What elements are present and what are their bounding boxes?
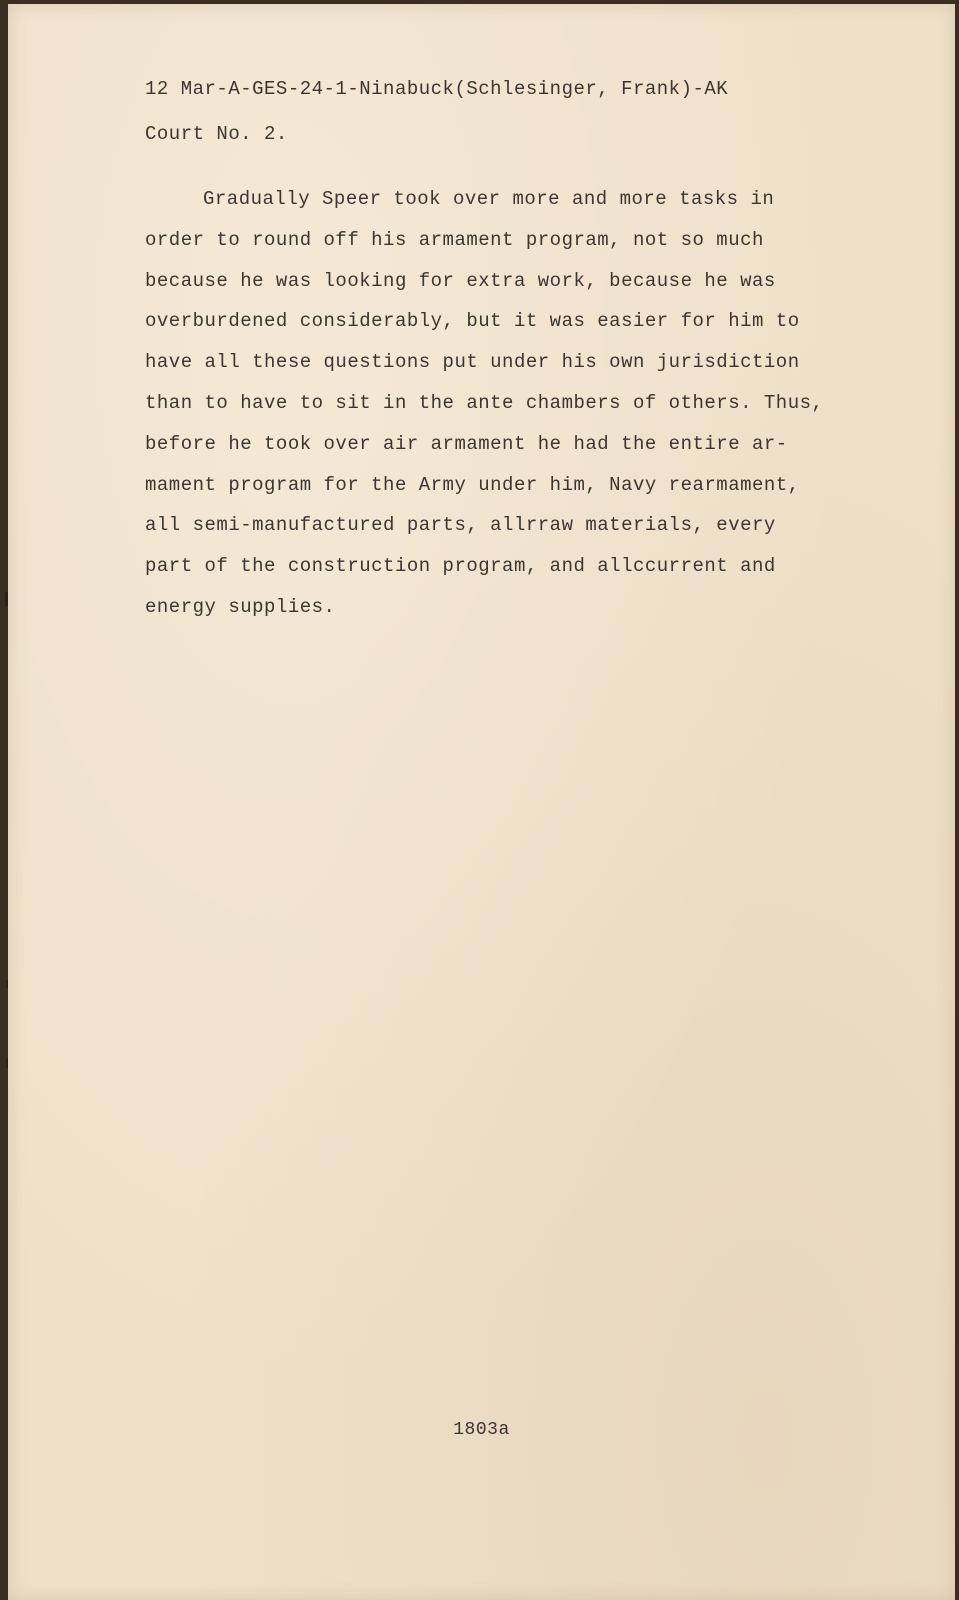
left-edge-mark	[6, 980, 8, 988]
body-line: mament program for the Army under him, Navy rearmament,	[145, 473, 800, 496]
document-reference-line: 12 Mar-A-GES-24-1-Ninabuck(Schlesinger, Frank)-AK	[145, 78, 729, 100]
body-line: order to round off his armament program, not so much	[145, 228, 764, 251]
body-line: before he took over air armament he had the entire ar-	[145, 432, 788, 455]
body-line: energy supplies.	[145, 595, 336, 618]
body-line: part of the construction program, and allccurrent and	[145, 555, 776, 578]
left-edge-mark	[5, 592, 8, 606]
body-line: because he was looking for extra work, because he was	[145, 269, 776, 292]
left-edge-mark	[6, 1058, 8, 1068]
court-number-line: Court No. 2.	[145, 123, 288, 145]
body-line: overburdened considerably, but it was easier for him to	[145, 310, 800, 333]
body-text	[145, 179, 845, 628]
document-page	[8, 4, 955, 1600]
page-number: 1803a	[453, 1420, 510, 1440]
body-line: Gradually Speer took over more and more tasks in	[203, 188, 775, 210]
body-line: have all these questions put under his own jurisdiction	[145, 351, 800, 374]
body-line: than to have to sit in the ante chambers of others. Thus,	[145, 391, 824, 414]
body-line: all semi-manufactured parts, allrraw materials, every	[145, 514, 776, 537]
